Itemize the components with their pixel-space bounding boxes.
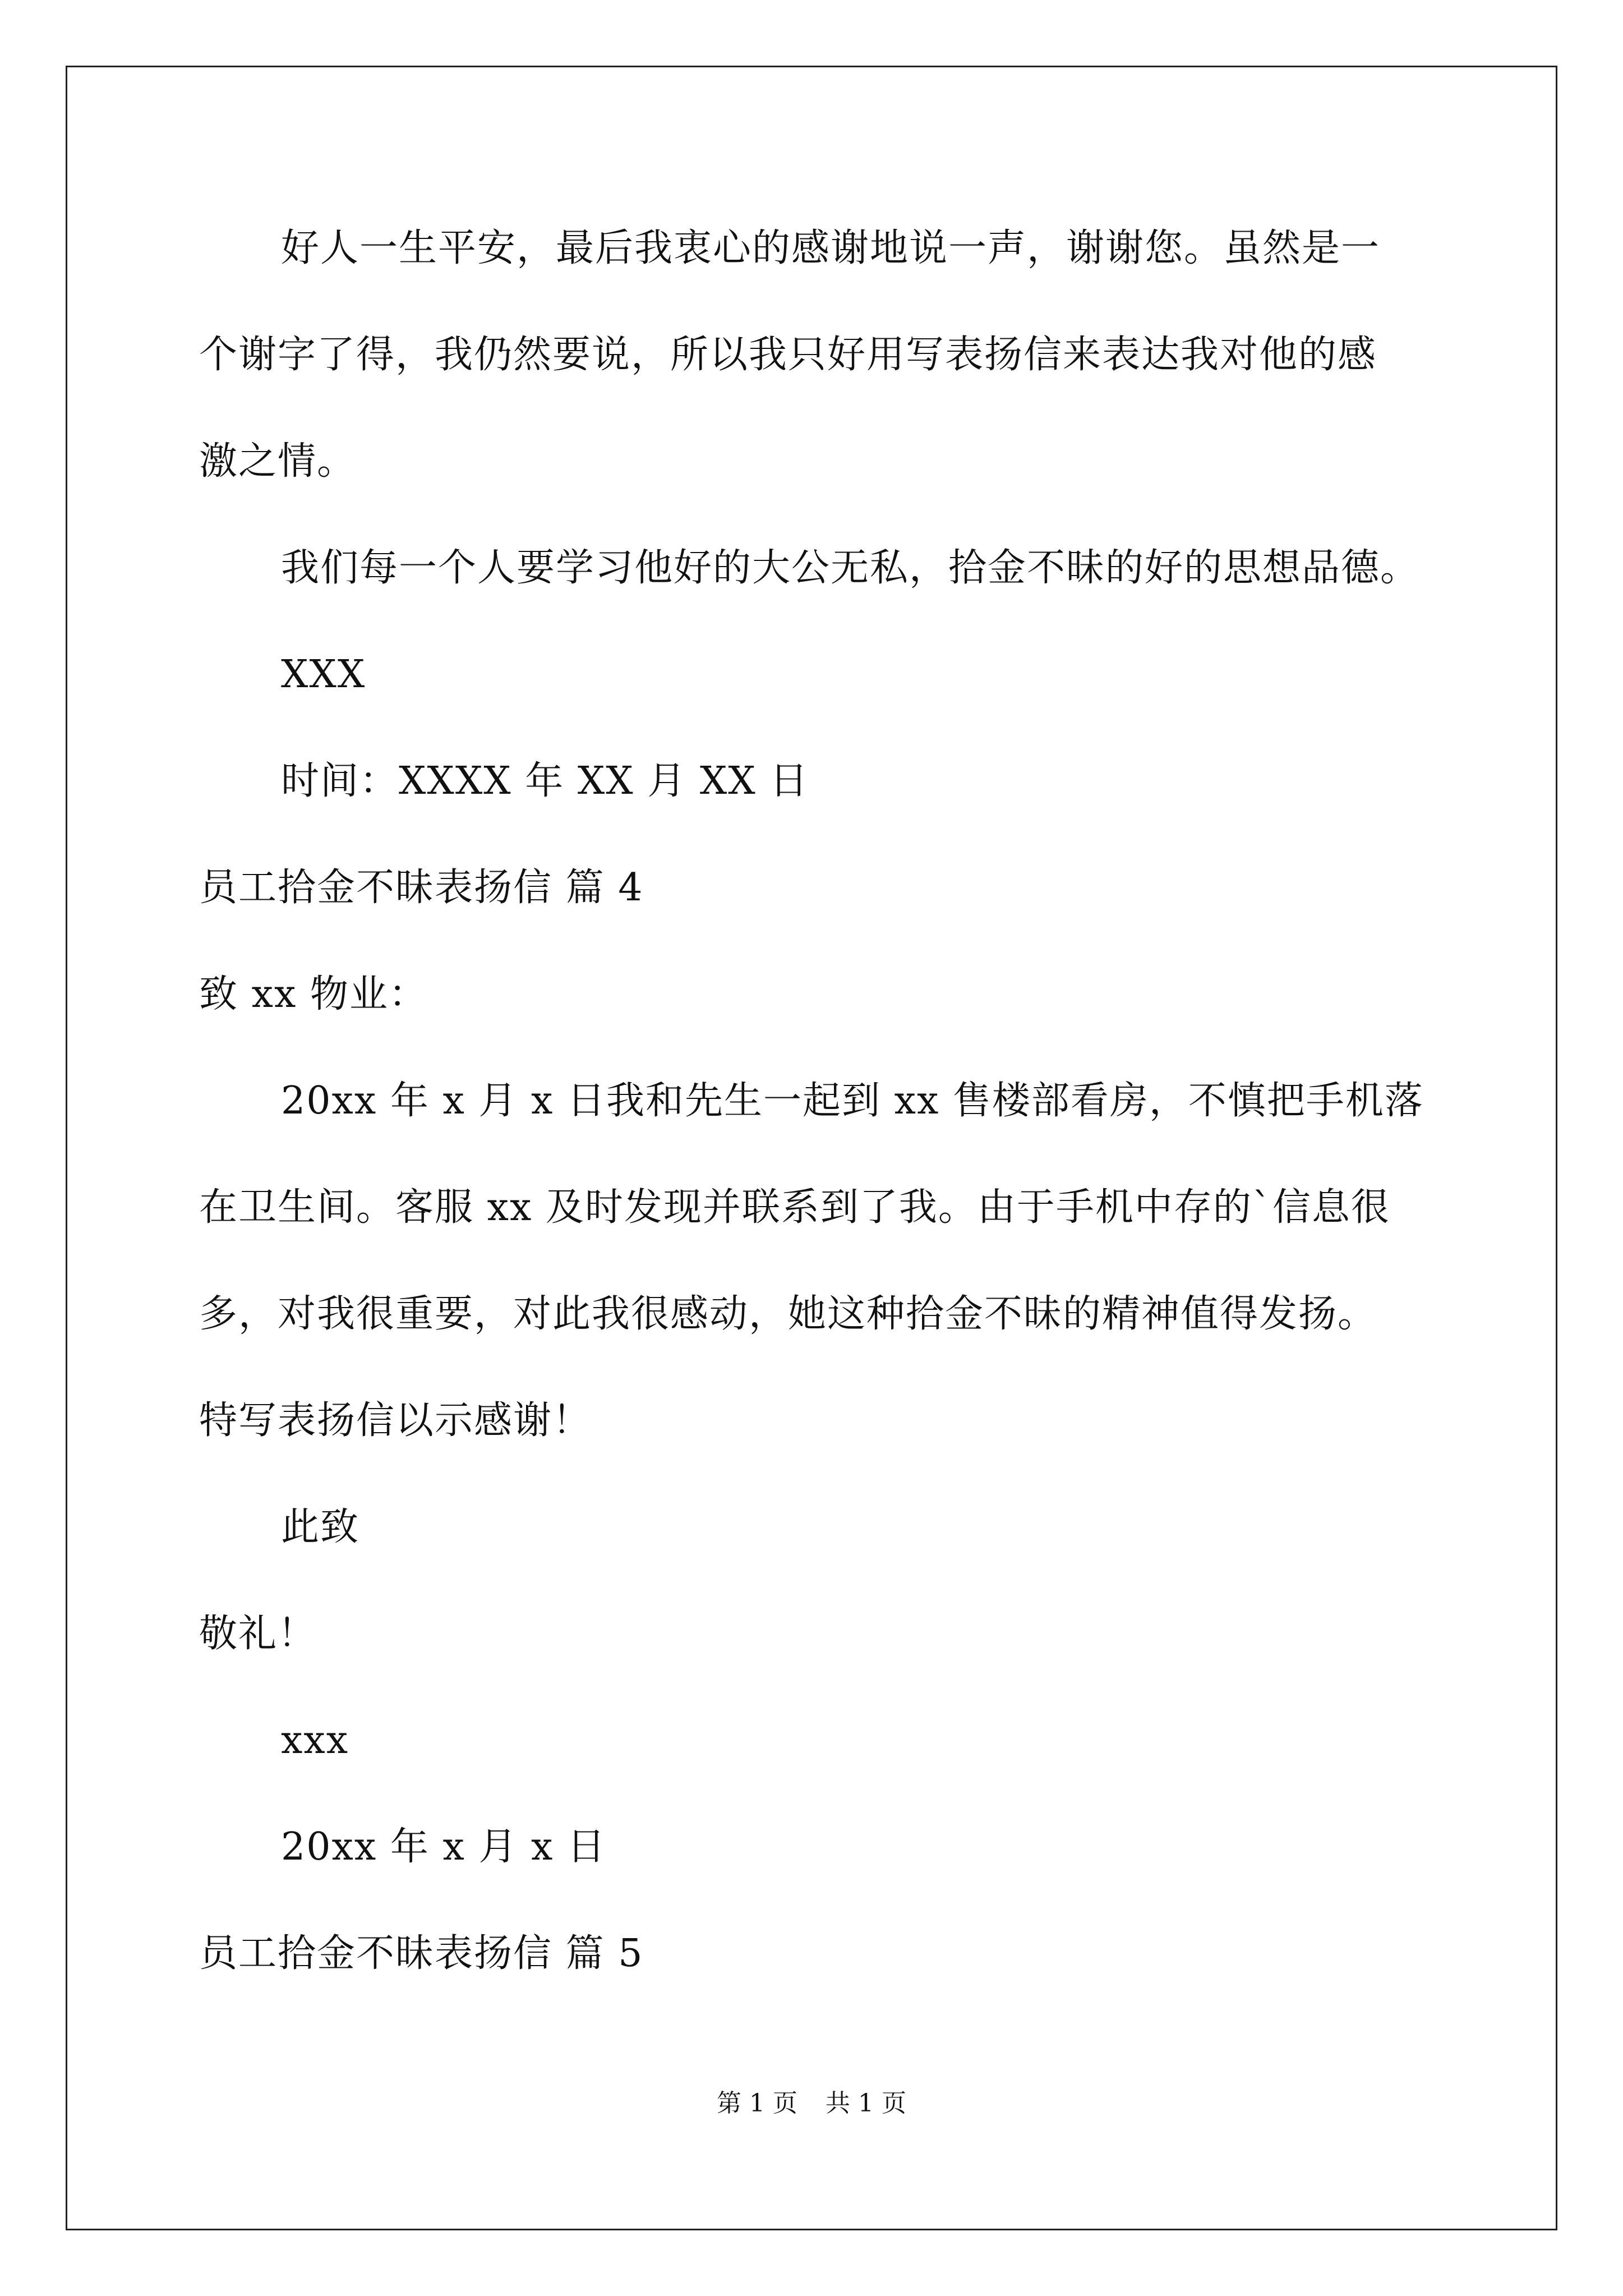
- page-footer: [0, 2088, 1623, 2119]
- paragraph-line: 在卫生间。客服 xx 及时发现并联系到了我。由于手机中存的`信息很: [199, 1185, 1390, 1230]
- paragraph-line: 20xx 年 x 月 x 日我和先生一起到 xx 售楼部看房，不慎把手机落: [281, 1079, 1424, 1123]
- page-total: 共 1 页: [826, 2089, 906, 2118]
- paragraph-line: 个谢字了得，我仍然要说，所以我只好用写表扬信来表达我对他的感: [199, 333, 1377, 377]
- paragraph-line: 多，对我很重要，对此我很感动，她这种拾金不昧的精神值得发扬。: [199, 1292, 1377, 1336]
- paragraph-line: 好人一生平安，最后我衷心的感谢地说一声，谢谢您。虽然是一: [281, 226, 1381, 270]
- section-heading: 员工拾金不昧表扬信 篇 5: [199, 1931, 644, 1976]
- signature-line: XXX: [281, 652, 366, 697]
- section-heading: 员工拾金不昧表扬信 篇 4: [199, 866, 644, 910]
- paragraph-line: 特写表扬信以示感谢！: [199, 1398, 592, 1443]
- salutation-line: 致 xx 物业：: [199, 972, 428, 1016]
- closing-line: 敬礼！: [199, 1612, 317, 1656]
- date-line: 20xx 年 x 月 x 日: [281, 1825, 607, 1869]
- page-number: 第 1 页: [717, 2089, 797, 2118]
- signature-line: xxx: [281, 1718, 349, 1763]
- paragraph-line: 我们每一个人要学习他好的大公无私，拾金不昧的好的思想品德。: [281, 546, 1420, 590]
- closing-line: 此致: [281, 1505, 360, 1549]
- page-border: [66, 66, 1557, 2230]
- date-line: 时间：XXXX 年 XX 月 XX 日: [281, 759, 809, 803]
- paragraph-line: 激之情。: [199, 439, 357, 484]
